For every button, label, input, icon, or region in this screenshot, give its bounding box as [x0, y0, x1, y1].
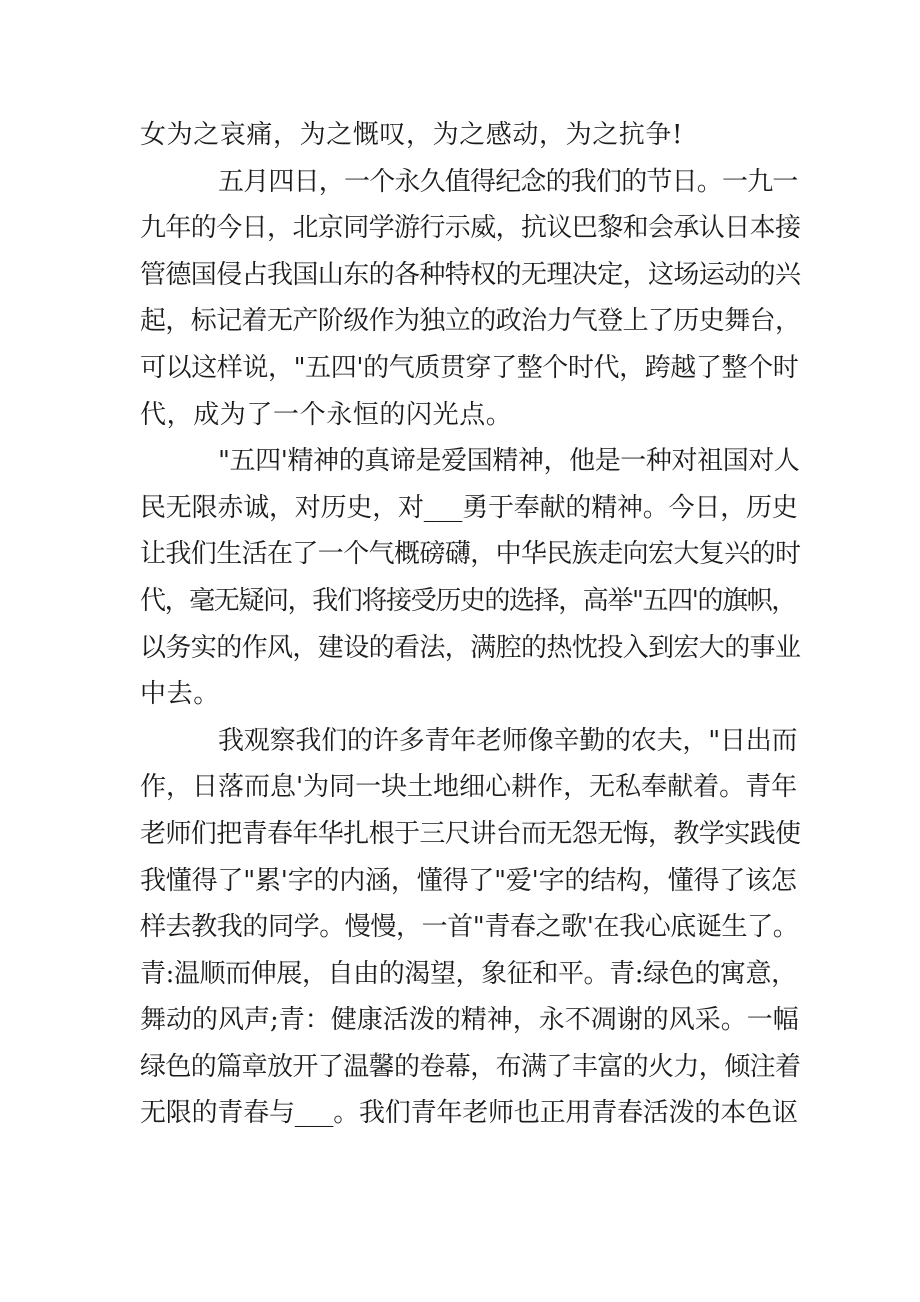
text-line: 以务实的作风，建设的看法，满腔的热忱投入到宏大的事业	[140, 632, 801, 663]
document-body	[140, 112, 800, 1137]
text-line: 无限的青春与___。我们青年老师也正用青春活泼的本色讴	[140, 1098, 798, 1129]
text-line: 样去教我的同学。慢慢，一首"青春之歌'在我心底诞生了。	[140, 912, 799, 943]
text-line: 中去。	[140, 679, 220, 710]
text-line: 管德国侵占我国山东的各种特权的无理决定，这场运动的兴	[140, 259, 801, 290]
text-line: 民无限赤诚，对历史，对___勇于奉献的精神。今日，历史	[140, 492, 798, 523]
text-line: 我懂得了"累'字的内涵，懂得了"爱'字的结构，懂得了该怎	[140, 865, 797, 896]
text-line: 青:温顺而伸展，自由的渴望，象征和平。青:绿色的寓意，	[140, 958, 797, 989]
text-line: 可以这样说，"五四'的气质贯穿了整个时代，跨越了整个时	[140, 352, 799, 383]
text-line: 舞动的风声;青：健康活泼的精神，永不凋谢的风采。一幅	[140, 1005, 799, 1036]
text-line: 五月四日，一个永久值得纪念的我们的节日。一九一	[218, 166, 798, 197]
text-line: 女为之哀痛，为之慨叹，为之感动，为之抗争!	[140, 120, 684, 150]
text-line: "五四'精神的真谛是爱国精神，他是一种对祖国对人	[218, 446, 800, 477]
text-line: 我观察我们的许多青年老师像辛勤的农夫，"日出而	[218, 725, 798, 756]
text-line: 九年的今日，北京同学游行示威，抗议巴黎和会承认日本接	[140, 213, 801, 244]
text-line: 让我们生活在了一个气概磅礴，中华民族走向宏大复兴的时	[140, 539, 801, 570]
text-line: 作，日落而息'为同一块土地细心耕作，无私奉献着。青年	[140, 772, 798, 803]
text-line: 老师们把青春年华扎根于三尺讲台而无怨无悔，教学实践使	[140, 818, 801, 849]
text-line: 绿色的篇章放开了温馨的卷幕，布满了丰富的火力，倾注着	[140, 1051, 801, 1082]
text-line: 代，成为了一个永恒的闪光点。	[140, 399, 513, 430]
text-line: 代，毫无疑问，我们将接受历史的选择，高举"五四'的旗帜，	[140, 585, 796, 616]
text-line: 起，标记着无产阶级作为独立的政治力气登上了历史舞台，	[140, 306, 801, 337]
